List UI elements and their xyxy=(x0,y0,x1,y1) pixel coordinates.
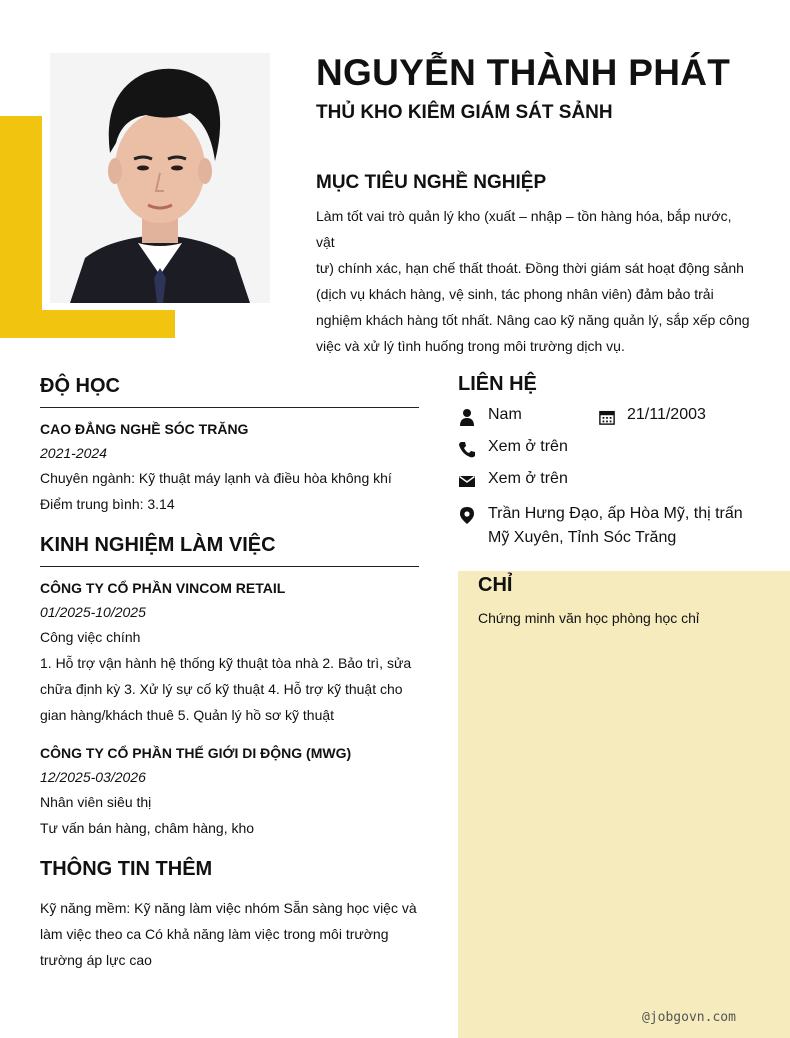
objective-line: nghiệm khách hàng tốt nhất. Nâng cao kỹ năng quản lý, sắp xếp công xyxy=(316,312,750,328)
contact-address xyxy=(458,502,743,550)
gender-value: Nam xyxy=(488,406,522,423)
job-period: 12/2025-03/2026 xyxy=(40,769,146,785)
job-line: Tư vấn bán hàng, châm hàng, kho xyxy=(40,820,255,836)
education-gpa: Điểm trung bình: 3.14 xyxy=(40,496,175,512)
phone-icon xyxy=(458,440,476,458)
accent-bar-horizontal xyxy=(0,310,175,338)
contact-heading: LIÊN HỆ xyxy=(458,373,537,395)
school-name: CAO ĐẲNG NGHỀ SÓC TRĂNG xyxy=(40,421,249,437)
contact-email xyxy=(458,470,568,490)
address-line: Trần Hưng Đạo, ấp Hòa Mỹ, thị trấn xyxy=(488,505,743,522)
additional-info-heading: THÔNG TIN THÊM xyxy=(40,858,213,880)
education-major: Chuyên ngành: Kỹ thuật máy lạnh và điều hòa không khí xyxy=(40,470,392,486)
experience-heading: KINH NGHIỆM LÀM VIỆC xyxy=(40,534,276,556)
job-title: THỦ KHO KIÊM GIÁM SÁT SẢNH xyxy=(316,102,613,123)
watermark: @jobgovn.com xyxy=(642,1010,736,1025)
additional-line: làm việc theo ca Có khả năng làm việc trong môi trường xyxy=(40,926,389,942)
mail-icon xyxy=(458,472,476,490)
address-text xyxy=(488,502,743,550)
certificates-heading: CHỈ xyxy=(478,574,513,596)
objective-text xyxy=(316,203,752,359)
job-line: chữa định kỳ 3. Xử lý sự cố kỹ thuật 4. Hỗ trợ kỹ thuật cho xyxy=(40,681,403,697)
contact-phone xyxy=(458,438,568,458)
job-line: Công việc chính xyxy=(40,629,141,645)
phone-value: Xem ở trên xyxy=(488,438,568,455)
objective-heading: MỤC TIÊU NGHỀ NGHIỆP xyxy=(316,172,547,193)
calendar-icon xyxy=(599,409,615,425)
education-heading: ĐỘ HỌC xyxy=(40,375,120,397)
location-pin-icon xyxy=(458,506,476,524)
job-line: 1. Hỗ trợ vận hành hệ thống kỹ thuật tòa nhà 2. Bảo trì, sửa xyxy=(40,655,412,671)
contact-gender xyxy=(458,406,522,426)
job-line: Nhân viên siêu thị xyxy=(40,794,152,810)
objective-line: tư) chính xác, hạn chế thất thoát. Đồng thời giám sát hoạt động sảnh xyxy=(316,260,744,276)
accent-bar-vertical xyxy=(0,116,42,338)
candidate-name: NGUYỄN THÀNH PHÁT xyxy=(316,52,731,93)
job-period: 01/2025-10/2025 xyxy=(40,604,146,620)
contact-birthdate xyxy=(599,406,706,425)
education-period: 2021-2024 xyxy=(40,445,107,461)
objective-line: việc và xử lý tình huống trong môi trường dịch vụ. xyxy=(316,338,625,354)
person-icon xyxy=(458,408,476,426)
additional-line: trường áp lực cao xyxy=(40,952,152,968)
email-value: Xem ở trên xyxy=(488,470,568,487)
company-name: CÔNG TY CỔ PHẦN VINCOM RETAIL xyxy=(40,580,286,596)
objective-line: Làm tốt vai trò quản lý kho (xuất – nhập – tồn hàng hóa, bắp nước, vật xyxy=(316,208,732,250)
certificate-item: Chứng minh văn học phòng học chỉ xyxy=(478,610,700,626)
objective-line: (dịch vụ khách hàng, vệ sinh, tác phong nhân viên) đảm bảo trải xyxy=(316,286,714,302)
company-name: CÔNG TY CỔ PHẦN THẾ GIỚI DI ĐỘNG (MWG) xyxy=(40,745,352,761)
divider xyxy=(40,407,419,408)
birthdate-value: 21/11/2003 xyxy=(627,406,706,423)
divider xyxy=(40,566,419,567)
profile-photo xyxy=(50,53,270,303)
address-line: Mỹ Xuyên, Tỉnh Sóc Trăng xyxy=(488,529,677,546)
job-line: gian hàng/khách thuê 5. Quản lý hồ sơ kỹ thuật xyxy=(40,707,335,723)
certificates-panel xyxy=(458,571,790,1038)
additional-line: Kỹ năng mềm: Kỹ năng làm việc nhóm Sẵn sàng học việc và xyxy=(40,900,417,916)
